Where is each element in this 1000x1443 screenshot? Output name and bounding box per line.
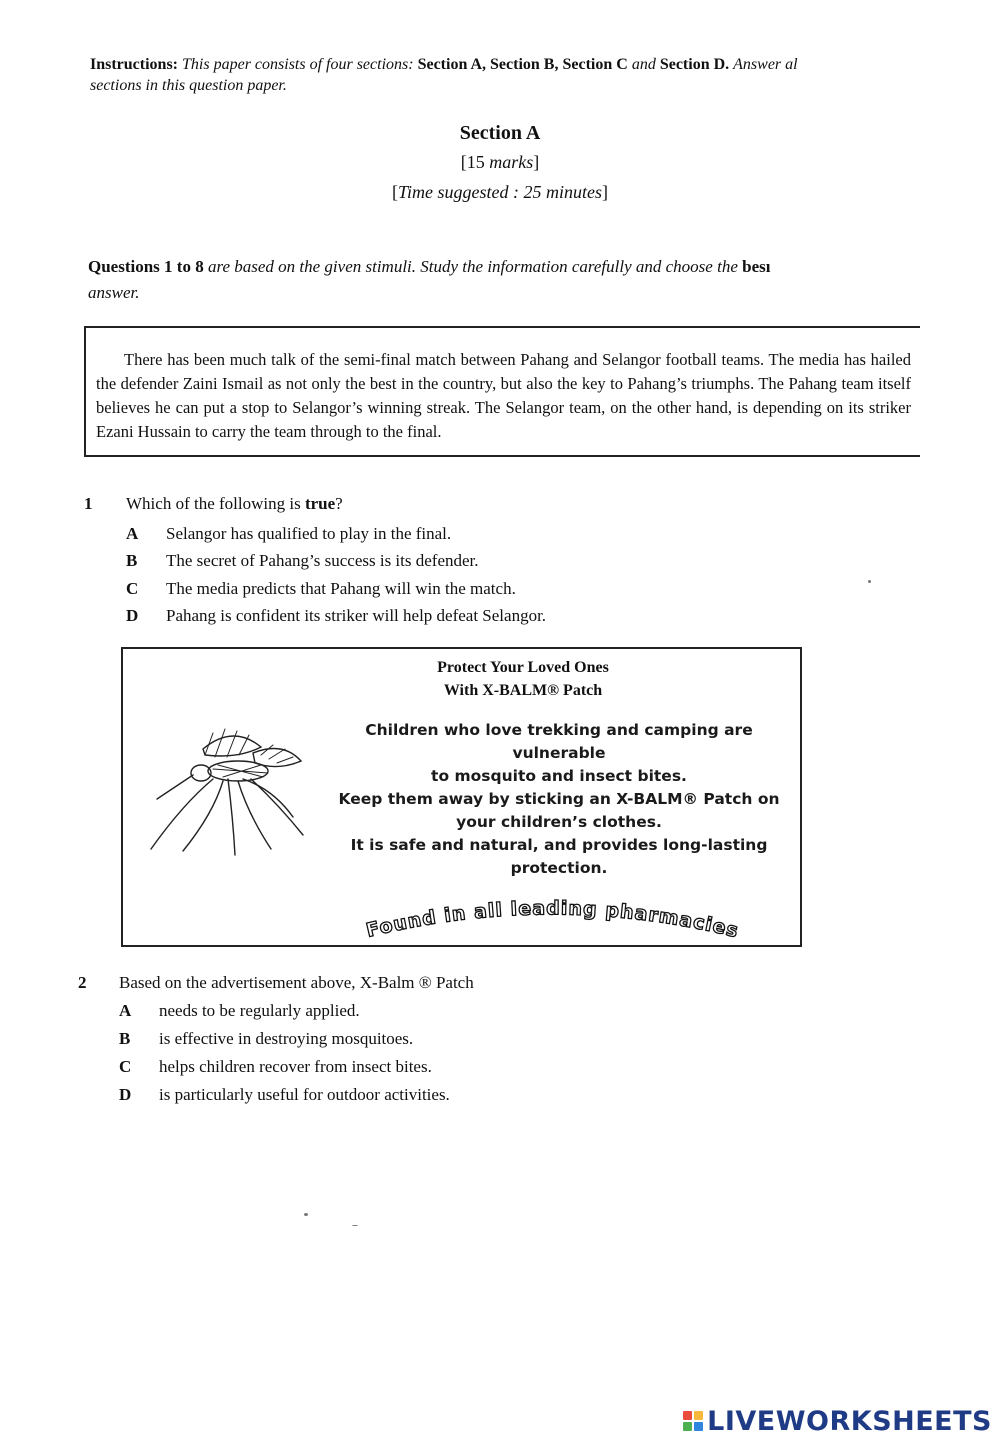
q1-stem-bold: true bbox=[304, 494, 336, 513]
q2-option-a[interactable]: needs to be regularly applied. bbox=[159, 1001, 360, 1020]
section-time bbox=[0, 182, 1000, 203]
ad-body-line: It is safe and natural, and provides long-lasting bbox=[350, 836, 768, 854]
instructions-line2: sections in this question paper. bbox=[90, 77, 287, 94]
instructions-text: This paper consists of four sections: bbox=[182, 56, 414, 73]
marks-close: ] bbox=[533, 152, 540, 172]
time-text: Time suggested : 25 minutes bbox=[398, 182, 602, 202]
section-marks bbox=[0, 152, 1000, 173]
logo-square bbox=[694, 1411, 703, 1420]
section-c-ref: Section C bbox=[562, 56, 628, 73]
q1-option-c[interactable]: The media predicts that Pahang will win the match. bbox=[166, 579, 516, 598]
question-2-number: 2 bbox=[78, 973, 87, 992]
q1-option-d[interactable]: Pahang is confident its striker will help defeat Selangor. bbox=[166, 606, 547, 625]
q2-option-a-letter: A bbox=[119, 1001, 132, 1020]
instructions-label: Instructions: bbox=[90, 56, 179, 73]
ad-body-line: Keep them away by sticking an X-BALM® Patch on bbox=[338, 790, 780, 808]
ad-body-line: to mosquito and insect bites. bbox=[431, 767, 687, 785]
q1-option-d-letter: D bbox=[126, 606, 139, 625]
q1-option-a[interactable]: Selangor has qualified to play in the final. bbox=[166, 524, 452, 543]
q1-option-b[interactable]: The secret of Pahang’s success is its defender. bbox=[166, 551, 479, 570]
q1-stem-pre: Which of the following is bbox=[126, 494, 301, 513]
q1-option-b-letter: B bbox=[126, 551, 138, 570]
time-close: ] bbox=[602, 182, 608, 202]
questions-intro bbox=[88, 254, 918, 306]
marks-word: marks bbox=[489, 152, 534, 172]
q2-option-d-letter: D bbox=[119, 1085, 132, 1104]
question-1-stem bbox=[126, 494, 343, 514]
logo-square bbox=[694, 1422, 703, 1431]
intro-line2: answer. bbox=[88, 283, 140, 302]
ad-body-line: your children’s clothes. bbox=[456, 813, 662, 831]
scan-speck bbox=[868, 580, 871, 583]
stimulus-box bbox=[84, 326, 920, 457]
ad-title bbox=[373, 656, 673, 702]
q2-option-b[interactable]: is effective in destroying mosquitoes. bbox=[159, 1029, 414, 1048]
ad-title-line1: Protect Your Loved Ones bbox=[437, 659, 609, 676]
q2-option-b-letter: B bbox=[119, 1029, 131, 1048]
q1-option-c-letter: C bbox=[126, 579, 139, 598]
intro-rest: are based on the given stimuli. Study the information carefully and choose the bbox=[207, 257, 738, 276]
section-d-ref: Section D. bbox=[659, 56, 730, 73]
q1-stem-post: ? bbox=[335, 494, 343, 513]
scan-speck bbox=[352, 1225, 358, 1226]
advertisement-box bbox=[121, 647, 802, 947]
q2-option-d[interactable]: is particularly useful for outdoor activities. bbox=[159, 1085, 450, 1104]
question-1-number: 1 bbox=[84, 494, 93, 513]
ad-tagline bbox=[353, 871, 773, 951]
instructions-answer: Answer al bbox=[733, 56, 798, 73]
time-open: [ bbox=[392, 182, 398, 202]
ad-body bbox=[319, 719, 799, 880]
stimulus-text: There has been much talk of the semi-final match between Pahang and Selangor football teams. The media has hailed the defender Zaini Ismail as not only the best in the country, but also the key to Pahang’s triumphs. The Pahang team itself believes he can put a stop to Selangor’s winning streak. The Selangor team, on the other hand, is depending on its striker Ezani Hussain to carry the team through to the final. bbox=[96, 350, 911, 441]
section-title: Section A bbox=[459, 122, 541, 144]
q2-option-c-letter: C bbox=[119, 1057, 132, 1076]
q2-option-c[interactable]: helps children recover from insect bites. bbox=[159, 1057, 432, 1076]
scan-speck bbox=[304, 1213, 308, 1216]
liveworksheets-logo[interactable] bbox=[683, 1403, 992, 1439]
question-2-stem: Based on the advertisement above, X-Balm ® Patch bbox=[119, 973, 474, 992]
section-a-ref: Section A, bbox=[417, 56, 487, 73]
liveworksheets-brand: LIVEWORKSHEETS bbox=[707, 1405, 992, 1437]
liveworksheets-icon bbox=[683, 1411, 703, 1431]
ad-body-line: Children who love trekking and camping are vulnerable bbox=[365, 721, 753, 762]
marks-open: [15 bbox=[460, 152, 485, 172]
ad-body-line: protection. bbox=[510, 859, 608, 877]
ad-tagline-text: Found in all leading pharmacies bbox=[364, 897, 742, 943]
intro-best: besı bbox=[742, 257, 771, 276]
instructions bbox=[90, 54, 920, 96]
svg-text:Found in all leading pharmacie bbox=[364, 897, 741, 942]
mosquito-illustration-icon bbox=[143, 719, 313, 859]
section-b-ref: Section B, bbox=[490, 56, 559, 73]
intro-bold: Questions 1 to 8 bbox=[88, 257, 204, 276]
and-word: and bbox=[631, 56, 656, 73]
logo-square bbox=[683, 1411, 692, 1420]
logo-square bbox=[683, 1422, 692, 1431]
q1-option-a-letter: A bbox=[126, 524, 139, 543]
ad-title-line2: With X-BALM® Patch bbox=[443, 682, 603, 699]
